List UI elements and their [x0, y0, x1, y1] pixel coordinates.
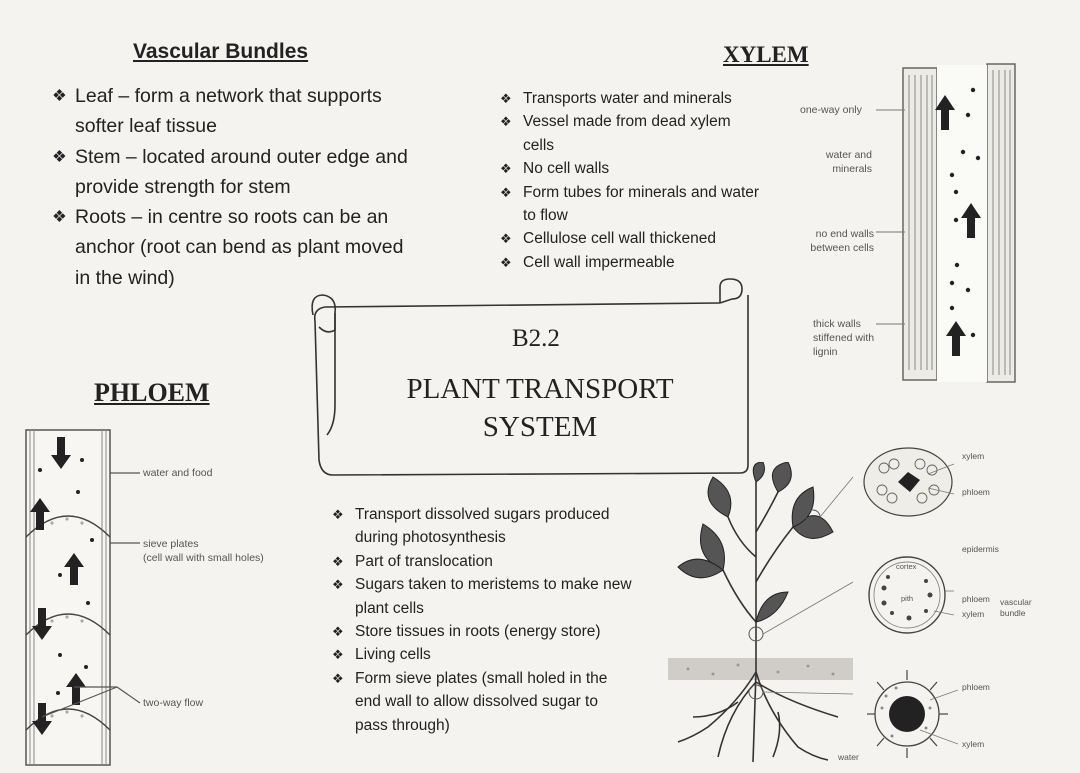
sieve-plates-detail: (cell wall with small holes): [143, 552, 264, 564]
phloem-label-sieve-plates: [143, 537, 264, 565]
scroll-title-line1: PLANT TRANSPORT: [406, 373, 674, 405]
list-item: ❖ Store tissues in roots (energy store): [332, 620, 632, 643]
label-water: water: [838, 752, 859, 762]
label-xylem: xylem: [962, 451, 985, 461]
xylem-label-thick-walls: thick walls stiffened with lignin: [813, 318, 875, 358]
leaf-cross-section: [862, 446, 954, 518]
vascular-bundles-list: [52, 81, 422, 293]
xylem-leader-lines: [870, 100, 910, 330]
vascular-bundles-heading: Vascular Bundles: [133, 40, 309, 63]
xylem-heading: XYLEM: [723, 42, 809, 67]
list-item: ❖ Transports water and minerals: [500, 87, 760, 110]
label-pith: pith: [901, 594, 914, 603]
label-cortex: cortex: [896, 562, 917, 571]
label-phloem-root: phloem: [962, 682, 990, 692]
list-item: ❖ Cell wall impermeable: [500, 251, 760, 274]
label-vascular-bundle: vascular bundle: [1000, 597, 1032, 618]
root-cross-section: [862, 668, 958, 760]
xylem-label-no-end-walls: no end walls between cells: [810, 228, 874, 254]
label-xylem-stem: xylem: [962, 609, 985, 619]
scroll-title-line2: SYSTEM: [482, 411, 598, 443]
list-item: ❖ Leaf – form a network that supports softer leaf tissue: [52, 81, 422, 142]
list-item: ❖ Transport dissolved sugars produced during photosynthesis: [332, 503, 632, 550]
label-phloem-stem: phloem: [962, 594, 990, 604]
label-epidermis: epidermis: [962, 544, 999, 554]
label-xylem-root: xylem: [962, 739, 985, 749]
list-item: ❖ Cellulose cell wall thickened: [500, 227, 760, 250]
list-item: ❖ Roots – in centre so roots can be an anchor (root can bend as plant moved in the wind): [52, 202, 422, 293]
phloem-sieve-tube-diagram: [12, 425, 142, 770]
plant-diagram: [668, 462, 853, 767]
phloem-label-water-food: water and food: [143, 467, 213, 479]
xylem-label-water-minerals: water and minerals: [825, 149, 872, 175]
list-item: ❖ Vessel made from dead xylem cells: [500, 110, 760, 157]
list-item: ❖ Part of translocation: [332, 550, 632, 573]
phloem-list: [332, 503, 632, 737]
list-item: ❖ No cell walls: [500, 157, 760, 180]
sieve-plates-label: sieve plates: [143, 538, 199, 550]
scroll-title: [380, 370, 700, 446]
list-item: ❖ Form tubes for minerals and water to flow: [500, 181, 760, 228]
list-item: ❖ Living cells: [332, 643, 632, 666]
scroll-code: B2.2: [512, 325, 560, 352]
list-item: ❖ Form sieve plates (small holed in the end wall to allow dissolved sugar to pass through): [332, 667, 632, 737]
list-item: ❖ Sugars taken to meristems to make new plant cells: [332, 573, 632, 620]
xylem-vessel-diagram: [895, 60, 1025, 385]
label-phloem: phloem: [962, 487, 990, 497]
phloem-label-two-way: two-way flow: [143, 697, 204, 709]
phloem-heading: PHLOEM: [94, 378, 210, 407]
xylem-label-one-way: one-way only: [800, 104, 862, 116]
xylem-list: [500, 87, 760, 274]
list-item: ❖ Stem – located around outer edge and provide strength for stem: [52, 142, 422, 203]
